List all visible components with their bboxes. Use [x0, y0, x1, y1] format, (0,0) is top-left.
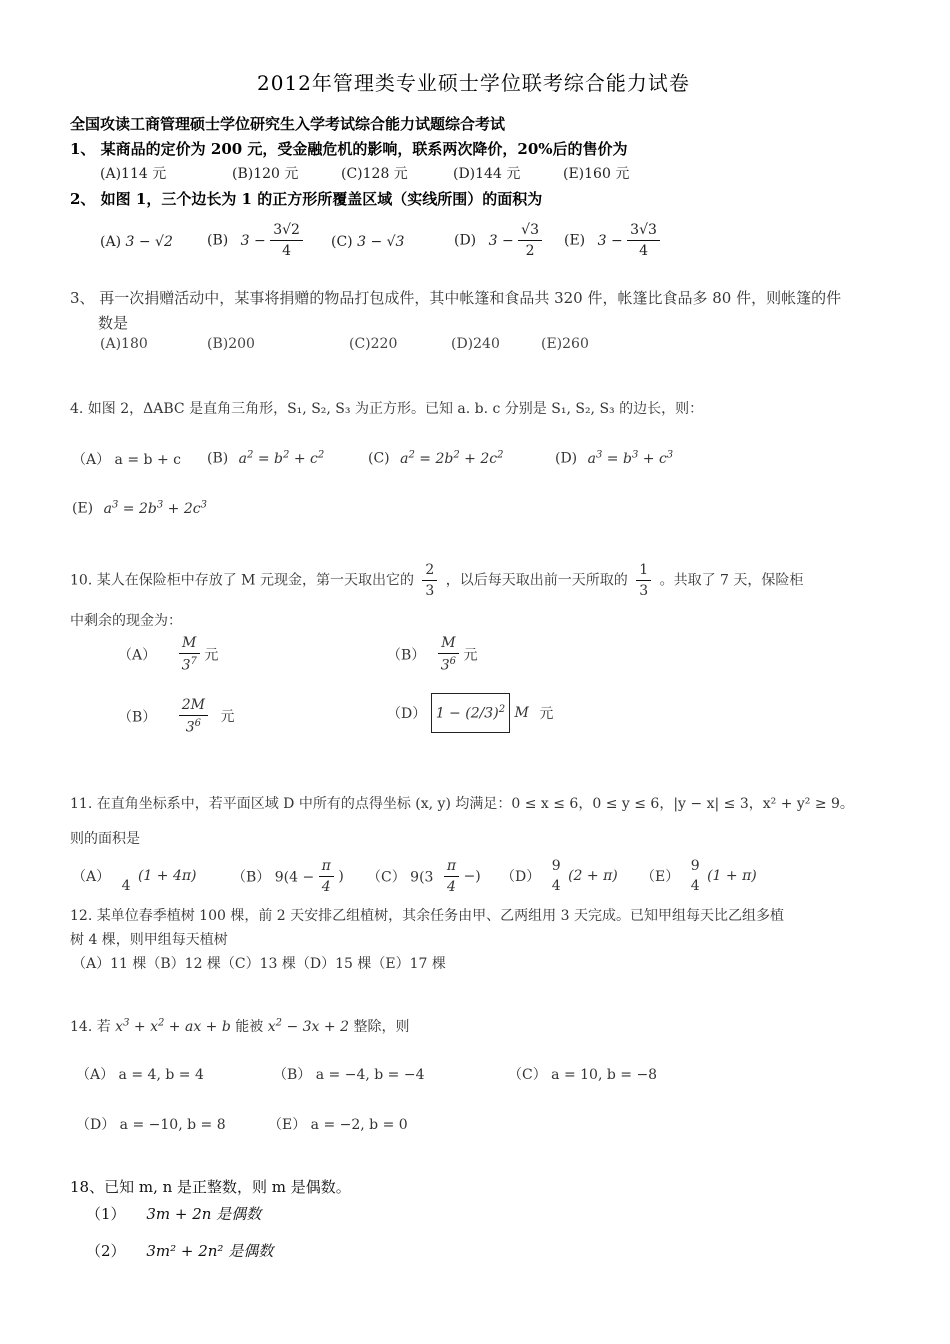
q11-c-label: （C） 9(3 [367, 869, 434, 886]
q10-b1-den: $3^6$ [440, 656, 457, 674]
q14-option-d: （D） a = −10, b = 8 [76, 1117, 226, 1133]
q3-option-b: (B)200 [207, 336, 255, 352]
q10-option-d [387, 693, 553, 733]
q18-condition-1 [86, 1203, 261, 1224]
q11-c-num: π [444, 858, 459, 877]
q1-option-d: (D)144 元 [453, 166, 521, 182]
q2-c-label: (C) [331, 234, 353, 250]
q10-b2-num: 2M [179, 697, 208, 716]
q10-b2-den: $3^6$ [185, 718, 202, 736]
q4-d-expr: $a^3 = b^3 + c^3$ [587, 449, 674, 467]
question-4-text: 4. 如图 2，ΔABC 是直角三角形，S₁, S₂, S₃ 为正方形。已知 a. b. c 分别是 S₁, S₂, S₃ 的边长，则： [70, 401, 704, 417]
question-3-line1: 3、 再一次捐赠活动中，某事将捐赠的物品打包成件，其中帐篷和食品共 320 件，帐篷比食品多 80 件，则帐篷的件 [70, 289, 842, 307]
q11-c-tail: −) [463, 868, 481, 885]
q4-option-c [368, 449, 503, 467]
q2-b-den: 4 [282, 243, 292, 259]
q11-a-den: 4 [121, 878, 131, 894]
q10-b2-label: （B） [118, 709, 157, 726]
q18-c1-text: 3m + 2n 是偶数 [146, 1205, 262, 1223]
q10-d-expr: 1 − (2/3) [435, 705, 499, 722]
q10-mid: ，以后每天取出前一天所取的 [445, 572, 628, 589]
question-12-line1: 12. 某单位春季植树 100 棵，前 2 天安排乙组植树，其余任务由甲、乙两组用 3 天完成。已知甲组每天比乙组多植 [70, 908, 784, 924]
q10-d-unit: 元 [539, 705, 554, 722]
q10-a-den: $3^7$ [181, 656, 197, 674]
q11-b-den: 4 [321, 879, 331, 895]
q10-option-a [118, 635, 218, 674]
q11-b-label: （B） 9(4 − [232, 869, 315, 886]
q2-a-label: (A) [100, 234, 122, 250]
q4-c-label: (C) [368, 450, 390, 467]
q2-a-expr: 3 − √2 [125, 234, 173, 250]
subtitle: 全国攻读工商管理硕士学位研究生入学考试综合能力试题综合考试 [70, 115, 506, 133]
q11-option-c [367, 858, 481, 895]
q2-e-lead: 3 − [597, 232, 623, 249]
q2-d-label: (D) [454, 232, 477, 249]
q2-d-lead: 3 − [488, 232, 514, 249]
q11-e-num: 9 [690, 858, 700, 874]
q12-options: （A）11 棵（B）12 棵（C）13 棵（D）15 棵（E）17 棵 [72, 956, 446, 972]
q3-option-d: (D)240 [451, 336, 500, 352]
q11-option-e [641, 858, 757, 894]
q1-option-e: (E)160 元 [563, 166, 630, 182]
q4-option-b [207, 449, 324, 467]
q11-a-tail: (1 + 4π) [137, 868, 197, 884]
q10-d-var: M [514, 704, 529, 721]
q11-e-label: （E） [641, 869, 680, 885]
q11-option-a [72, 858, 197, 894]
q2-option-a [100, 234, 173, 250]
q3-option-c: (C)220 [349, 336, 398, 352]
q11-e-tail: (1 + π) [707, 868, 757, 884]
q2-e-num: 3√3 [627, 222, 660, 241]
q2-option-b [207, 222, 303, 259]
page-title: 2012年管理类专业硕士学位联考综合能力试卷 [257, 71, 690, 95]
q4-c-expr: $a^2 = 2b^2 + 2c^2$ [400, 449, 504, 467]
q4-option-e [72, 499, 207, 517]
q11-option-d [501, 858, 618, 894]
q3-option-a: (A)180 [100, 336, 148, 352]
q2-d-num: √3 [518, 222, 542, 241]
q2-c-expr: 3 − √3 [357, 234, 405, 250]
q11-d-den: 4 [551, 878, 561, 894]
q2-option-d [454, 222, 542, 259]
q14-option-c: （C） a = 10, b = −8 [508, 1067, 658, 1083]
q18-c2-label: （2） [86, 1242, 126, 1260]
q10-a-label: （A） [118, 647, 157, 664]
q10-frac1-den: 3 [425, 583, 435, 599]
q1-option-c: (C)128 元 [341, 166, 408, 182]
q11-b-tail: ) [338, 868, 344, 885]
q18-c2-text: 3m² + 2n² 是偶数 [146, 1242, 274, 1260]
q10-b1-unit: 元 [463, 647, 478, 664]
q14-option-a: （A） a = 4, b = 4 [76, 1067, 204, 1083]
q11-a-label: （A） [72, 869, 111, 885]
q4-option-d [555, 449, 673, 467]
q2-b-num: 3√2 [270, 222, 303, 241]
q10-lead: 10. 某人在保险柜中存放了 M 元现金，第一天取出它的 [70, 572, 414, 589]
question-1-text: 1、 某商品的定价为 200 元，受金融危机的影响，联系两次降价，20%后的售价为 [70, 140, 628, 158]
q2-option-c [331, 234, 404, 250]
question-10-line2: 中剩余的现金为： [70, 613, 182, 629]
q11-c-den: 4 [447, 879, 456, 895]
q11-b-num: π [319, 858, 334, 877]
q10-b1-label: （B） [387, 647, 426, 664]
q14-option-e: （E） a = −2, b = 0 [268, 1117, 408, 1133]
q14-option-b: （B） a = −4, b = −4 [273, 1067, 425, 1083]
q10-a-num: M [179, 635, 200, 654]
q1-option-a: (A)114 元 [100, 166, 167, 182]
q11-d-num: 9 [551, 858, 561, 874]
question-2-text: 2、 如图 1，三个边长为 1 的正方形所覆盖区域（实线所围）的面积为 [70, 190, 543, 208]
question-11-line2: 则的面积是 [70, 831, 140, 847]
q1-option-b: (B)120 元 [232, 166, 299, 182]
q10-d-label: （D） [387, 705, 427, 722]
q4-e-expr: $a^3 = 2b^3 + 2c^3$ [103, 499, 207, 517]
question-12-line2: 树 4 棵，则甲组每天植树 [70, 932, 228, 948]
q4-b-label: (B) [207, 450, 229, 467]
q10-d-bracket: $1 - (2/3)^2$ [431, 693, 510, 733]
q11-e-den: 4 [690, 878, 700, 894]
q10-b2-unit: 元 [220, 709, 235, 726]
question-14-text: 14. 若 $x^3 + x^2$ + ax + b 能被 $x^2 - 3x + 2$ 整除，则 [70, 1017, 410, 1035]
q4-option-a: （A） a = b + c [72, 452, 181, 468]
q2-e-den: 4 [639, 243, 648, 259]
q4-e-label: (E) [72, 500, 94, 517]
q18-condition-2 [86, 1240, 273, 1261]
q2-option-e [564, 222, 660, 259]
q2-b-lead: 3 − [240, 232, 266, 249]
q11-d-tail: (2 + π) [568, 868, 618, 884]
q11-option-b [232, 858, 344, 895]
q10-a-unit: 元 [204, 647, 219, 664]
q10-frac1-num: 2 [422, 562, 437, 581]
q2-d-den: 2 [525, 243, 535, 259]
q18-c1-label: （1） [86, 1205, 126, 1223]
q11-d-label: （D） [501, 869, 541, 885]
q4-d-label: (D) [555, 450, 578, 467]
q2-b-label: (B) [207, 232, 229, 249]
q10-tail: 。共取了 7 天，保险柜 [659, 572, 804, 589]
q10-frac2-num: 1 [636, 562, 651, 581]
q10-frac2-den: 3 [639, 583, 649, 599]
q10-b1-num: M [438, 635, 459, 654]
q3-option-e: (E)260 [541, 336, 589, 352]
question-10-text [70, 562, 803, 599]
q10-option-b1 [387, 635, 478, 674]
q4-b-expr: $a^2 = b^2 + c^2$ [238, 449, 325, 467]
q10-option-b2 [118, 697, 234, 736]
question-18-text: 18、已知 m, n 是正整数，则 m 是偶数。 [70, 1178, 351, 1196]
q2-e-label: (E) [564, 232, 586, 249]
question-3-line2: 数是 [98, 314, 129, 332]
question-11-line1: 11. 在直角坐标系中，若平面区域 D 中所有的点得坐标 (x, y) 均满足：0 ≤ x ≤ 6，0 ≤ y ≤ 6，|y − x| ≤ 3，x² + y² ≥ 9。 [70, 796, 854, 812]
